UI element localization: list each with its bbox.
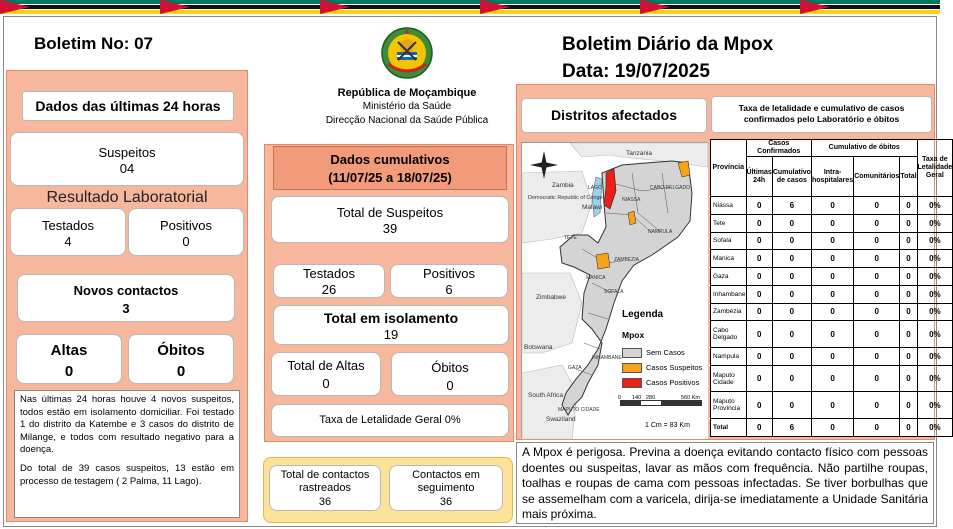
isolation-label: Total em isolamento [323,310,459,326]
value-cell: 0 [746,214,772,232]
positives-value: 0 [182,234,190,249]
total-discharges-label: Total de Altas [287,358,365,373]
value-cell: 6 [772,197,811,215]
followup-contacts-label: Contactos em seguimento [412,469,480,494]
cum-deaths-value: 0 [446,378,454,393]
cum-positives-label: Positivos [422,266,476,281]
value-cell: 0 [900,365,917,392]
value-cell: 0 [746,285,772,303]
value-cell: 0 [811,232,853,250]
value-cell: 0 [811,303,853,321]
cases-table [710,139,953,437]
svg-text:NAMPULA: NAMPULA [648,229,673,235]
value-cell: 0% [917,419,953,437]
page-title: Boletim Diário da Mpox [562,34,774,55]
value-cell: 0 [772,348,811,366]
ministry-name: Ministério da Saúde [362,101,452,112]
value-cell: 0 [746,232,772,250]
value-cell: 0 [854,365,900,392]
scale-label-140: 140 [632,395,642,401]
value-cell: 0 [854,250,900,268]
header-community: Comunitários [854,157,900,197]
value-cell: 0 [746,303,772,321]
svg-text:Zimbabwe: Zimbabwe [536,294,566,301]
value-cell: 0 [746,250,772,268]
value-cell: 0 [900,268,917,286]
value-cell: 0 [811,285,853,303]
value-cell: 0 [900,232,917,250]
svg-text:GAZA: GAZA [568,365,582,371]
cumulative-header [273,146,507,190]
value-cell: 0 [854,303,900,321]
value-cell: 0 [811,419,853,437]
national-emblem-icon [380,26,434,80]
svg-text:LAGO: LAGO [588,185,602,191]
table-row [711,392,953,419]
scale-label-280: 280 [646,395,656,401]
cumulative-title: Dados cumulativos [330,152,450,167]
legend-list [622,345,702,390]
value-cell: 0% [917,214,953,232]
value-cell: 0 [746,419,772,437]
table-row [711,197,953,215]
province-cell: Zambézia [711,303,747,321]
svg-text:CABO DELGADO: CABO DELGADO [650,185,691,191]
deaths-value: 0 [176,363,186,380]
value-cell: 0 [900,348,917,366]
value-cell: 0 [854,214,900,232]
districts-map [521,142,707,438]
value-cell: 0% [917,365,953,392]
province-cell: Nampula [711,348,747,366]
scale-note: 1 Cm = 83 Km [645,422,690,429]
value-cell: 0 [854,419,900,437]
table-row [711,250,953,268]
bulletin-date: Data: 19/07/2025 [562,61,710,82]
cum-deaths-label: Óbitos [431,360,469,375]
cum-tested-value: 26 [321,282,337,297]
svg-text:Tanzania: Tanzania [626,150,653,157]
cumulative-period: (11/07/25 a 18/07/25) [328,170,452,185]
header-intra: Intra-hospitalares [811,157,853,197]
discharges-label: Altas [50,342,88,359]
header-confirmed: Casos Confirmados [746,140,811,157]
lab-results-title: Resultado Laboratorial [46,189,208,206]
new-contacts-value: 3 [122,301,130,316]
suspects-card [10,132,244,186]
bulletin-number: Boletim No: 07 [34,34,154,53]
province-cell: Tete [711,214,747,232]
cum-deaths-card [391,352,509,396]
value-cell: 0 [772,365,811,392]
province-cell: Total [711,419,747,437]
new-contacts-card [17,274,235,322]
value-cell: 0 [746,321,772,348]
value-cell: 0 [900,303,917,321]
value-cell: 0% [917,268,953,286]
flag-colour-bar [0,0,940,14]
value-cell: 0 [854,348,900,366]
header-lethality: Taxa de Letalidade Geral [917,140,953,197]
lethality-rate: Taxa de Letalidade Geral 0% [271,404,509,437]
value-cell: 0 [854,285,900,303]
value-cell: 0% [917,197,953,215]
svg-text:TETE: TETE [564,235,577,241]
legend-item-positive: Casos Positivos [622,375,702,390]
value-cell: 0% [917,232,953,250]
scale-label-560: 560 Km [681,395,700,401]
directorate-name: Direcção Nacional da Saúde Pública [325,115,489,126]
value-cell: 0 [772,321,811,348]
svg-text:INHAMBANE: INHAMBANE [592,355,622,361]
header-last-24h: Últimas 24h [746,157,772,197]
value-cell: 0 [854,392,900,419]
traced-contacts-label: Total de contactos rastreados [280,469,370,494]
value-cell: 0 [772,268,811,286]
value-cell: 0 [772,214,811,232]
legend-title: Legenda [622,309,664,320]
value-cell: 0 [900,214,917,232]
table-title: Taxa de letalidade e cumulativo de casos confirmados pelo Laboratório e óbitos [711,96,932,133]
discharges-card [16,334,122,384]
value-cell: 0 [811,268,853,286]
notes-box [14,390,240,518]
followup-contacts-card [389,465,503,511]
province-cell: Sofala [711,232,747,250]
table-row [711,285,953,303]
traced-contacts-card [269,465,381,511]
table-row [711,268,953,286]
affected-districts-title: Distritos afectados [521,98,707,133]
positives-card [128,208,244,256]
value-cell: 0 [900,419,917,437]
value-cell: 0 [772,250,811,268]
total-suspects-value: 39 [382,221,398,236]
value-cell: 0 [811,321,853,348]
legend-swatch-suspect [622,363,642,373]
value-cell: 0 [746,268,772,286]
province-cell: Manica [711,250,747,268]
value-cell: 6 [772,419,811,437]
republic-name: República de Moçambique [337,87,477,99]
table-row [711,365,953,392]
value-cell: 0 [811,348,853,366]
svg-text:MAPUTO CIDADE: MAPUTO CIDADE [558,407,600,413]
followup-contacts-value: 36 [439,496,453,508]
legend-subtitle: Mpox [622,330,645,340]
tested-label: Testados [41,218,95,233]
total-discharges-value: 0 [322,376,330,391]
value-cell: 0% [917,392,953,419]
legend-item-suspect: Casos Suspeitos [622,360,702,375]
scale-label-0: 0 [618,395,622,401]
province-cell: Maputo Cidade [711,365,747,392]
value-cell: 0 [900,392,917,419]
svg-text:Democratic Republic of Congo: Democratic Republic of Congo [528,195,603,201]
value-cell: 0 [746,365,772,392]
value-cell: 0% [917,321,953,348]
value-cell: 0 [900,321,917,348]
header-province: Província [711,140,747,197]
positives-label: Positivos [159,218,213,233]
table-row [711,232,953,250]
value-cell: 0% [917,348,953,366]
discharges-value: 0 [64,363,74,380]
legend-item-none: Sem Casos [622,345,702,360]
value-cell: 0 [854,321,900,348]
deaths-label: Óbitos [157,342,205,359]
value-cell: 0 [746,197,772,215]
value-cell: 0 [772,232,811,250]
value-cell: 0 [811,197,853,215]
suspects-label: Suspeitos [98,145,156,160]
cum-positives-card [390,264,508,298]
total-suspects-card [271,196,509,243]
table-row [711,214,953,232]
province-cell: Inhambane [711,285,747,303]
legend-swatch-positive [622,378,642,388]
total-discharges-card [271,352,381,396]
province-cell: Cabo Delgado [711,321,747,348]
value-cell: 0 [900,250,917,268]
notes-paragraph-2: Do total de 39 casos suspeitos, 13 estão em processo de testagem ( 2 Palma, 11 Lago). [20,462,234,487]
svg-text:Malawi: Malawi [582,204,603,211]
svg-text:Botswana: Botswana [524,344,553,351]
value-cell: 0 [811,365,853,392]
suspects-value: 04 [119,161,135,176]
cum-tested-label: Testados [302,266,356,281]
header-deaths: Cumulativo de óbitos [811,140,917,157]
svg-text:NIASSA: NIASSA [622,197,641,203]
value-cell: 0 [854,232,900,250]
province-cell: Maputo Província [711,392,747,419]
tested-value: 4 [64,234,72,249]
tested-card [10,208,126,256]
province-cell: Niassa [711,197,747,215]
isolation-value: 19 [383,327,399,342]
value-cell: 0% [917,250,953,268]
value-cell: 0 [854,268,900,286]
traced-contacts-value: 36 [318,496,332,508]
isolation-card [273,305,509,345]
notes-paragraph-1: Nas últimas 24 horas houve 4 novos suspeitos, todos estão em isolamento domiciliar. Foi testado 1 do distrito da Katembe e 3 casos do distrito de Milange, e todos com resultado negativo para a doença. [20,394,234,456]
header-cumulative: Cumulativo de casos [772,157,811,197]
value-cell: 0 [854,197,900,215]
value-cell: 0 [772,303,811,321]
svg-text:South Africa: South Africa [528,392,564,399]
legend-swatch-none [622,348,642,358]
value-cell: 0 [746,392,772,419]
cum-positives-value: 6 [445,282,453,297]
deaths-card [128,334,234,384]
province-cell: Gaza [711,268,747,286]
total-suspects-label: Total de Suspeitos [336,205,444,220]
cases-table-box [710,139,953,437]
value-cell: 0 [900,285,917,303]
svg-text:Swaziland: Swaziland [546,416,576,423]
table-row [711,348,953,366]
value-cell: 0 [811,250,853,268]
svg-text:ZAMBEZIA: ZAMBEZIA [614,257,640,263]
new-contacts-label: Novos contactos [73,283,179,298]
value-cell: 0 [900,197,917,215]
value-cell: 0 [811,214,853,232]
value-cell: 0 [772,392,811,419]
svg-text:Zambia: Zambia [552,182,574,189]
cum-tested-card [273,264,385,298]
table-row [711,321,953,348]
header-total: Total [900,157,917,197]
value-cell: 0 [811,392,853,419]
value-cell: 0% [917,285,953,303]
last-24h-title: Dados das últimas 24 horas [22,91,234,121]
table-row [711,419,953,437]
svg-text:SOFALA: SOFALA [604,289,624,295]
svg-text:MANICA: MANICA [586,275,606,281]
table-row [711,303,953,321]
value-cell: 0% [917,303,953,321]
value-cell: 0 [746,348,772,366]
value-cell: 0 [772,285,811,303]
prevention-advice: A Mpox é perigosa. Previna a doença evitando contacto físico com pessoas doentes ou suspeitas, lavar as mãos com frequência. Não partilhe roupas, toalhas e roupas de cama com pessoas infectadas. Se tiver borbulhas que se assemelham com a varicela, dirija-se imediatamente a Unidade Sanitária mais próxima. [516,442,934,524]
